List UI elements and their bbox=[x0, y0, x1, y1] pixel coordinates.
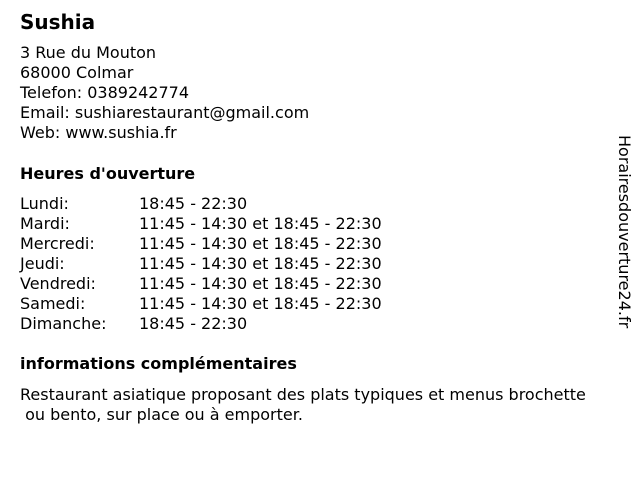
additional-info-heading: informations complémentaires bbox=[20, 354, 297, 373]
hours-time: 18:45 - 22:30 bbox=[139, 194, 248, 213]
hours-day: Dimanche: bbox=[20, 314, 107, 333]
hours-day: Samedi: bbox=[20, 294, 86, 313]
email-address: Email: sushiarestaurant@gmail.com bbox=[20, 103, 310, 122]
additional-info-text bbox=[20, 385, 635, 425]
site-watermark: Horairesdouverture24.fr bbox=[615, 135, 634, 329]
contact-block bbox=[20, 43, 309, 143]
phone-number: Telefon: 0389242774 bbox=[20, 83, 190, 102]
opening-hours-heading: Heures d'ouverture bbox=[20, 164, 196, 183]
hours-time: 11:45 - 14:30 et 18:45 - 22:30 bbox=[139, 234, 382, 253]
city-address: 68000 Colmar bbox=[20, 63, 134, 82]
restaurant-name: Sushia bbox=[20, 10, 96, 34]
info-line: Restaurant asiatique proposant des plats typiques et menus brochette bbox=[20, 385, 586, 404]
info-line: ou bento, sur place ou à emporter. bbox=[20, 405, 303, 424]
hours-day: Jeudi: bbox=[20, 254, 65, 273]
hours-time: 11:45 - 14:30 et 18:45 - 22:30 bbox=[139, 294, 382, 313]
hours-time: 11:45 - 14:30 et 18:45 - 22:30 bbox=[139, 254, 382, 273]
hours-time: 11:45 - 14:30 et 18:45 - 22:30 bbox=[139, 214, 382, 233]
hours-time: 18:45 - 22:30 bbox=[139, 314, 248, 333]
hours-day: Mercredi: bbox=[20, 234, 95, 253]
hours-day: Vendredi: bbox=[20, 274, 96, 293]
street-address: 3 Rue du Mouton bbox=[20, 43, 157, 62]
website: Web: www.sushia.fr bbox=[20, 123, 177, 142]
hours-day: Lundi: bbox=[20, 194, 69, 213]
hours-time: 11:45 - 14:30 et 18:45 - 22:30 bbox=[139, 274, 382, 293]
hours-day: Mardi: bbox=[20, 214, 70, 233]
